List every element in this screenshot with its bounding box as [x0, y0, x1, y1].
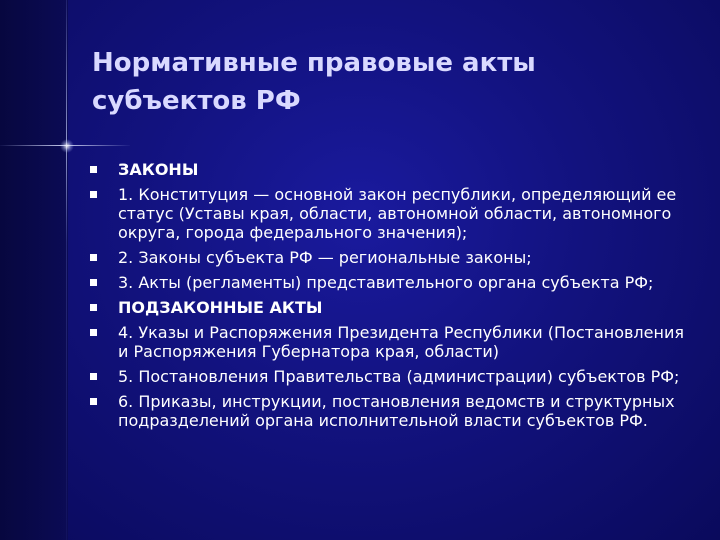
- title-line-2: субъектов РФ: [92, 86, 301, 116]
- square-bullet-icon: [90, 398, 97, 405]
- slide-title: [92, 44, 692, 120]
- list-item-bylaws-heading: [88, 298, 688, 317]
- vertical-decorative-line: [66, 0, 67, 540]
- list-item-text: ПОДЗАКОННЫЕ АКТЫ: [118, 298, 323, 317]
- list-item-text: 2. Законы субъекта РФ — региональные законы;: [118, 248, 532, 267]
- square-bullet-icon: [90, 373, 97, 380]
- list-item-representative-acts: [88, 273, 688, 292]
- list-item-text: 1. Конституция — основной закон республики, определяющий ее статус (Уставы края, области, автономной области, автономного округа, города федерального значения);: [118, 185, 677, 242]
- square-bullet-icon: [90, 166, 97, 173]
- square-bullet-icon: [90, 329, 97, 336]
- list-item-presidential-decrees: [88, 323, 688, 361]
- title-line-1: Нормативные правовые акты: [92, 48, 536, 78]
- bullet-list: [88, 160, 688, 436]
- square-bullet-icon: [90, 254, 97, 261]
- sparkle-icon: [60, 139, 74, 153]
- list-item-orders-instructions: [88, 392, 688, 430]
- list-item-constitution: [88, 185, 688, 242]
- left-decorative-band: [0, 0, 68, 540]
- list-item-text: 4. Указы и Распоряжения Президента Республики (Постановления и Распоряжения Губернатора края, области): [118, 323, 684, 361]
- list-item-text: 5. Постановления Правительства (администрации) субъектов РФ;: [118, 367, 680, 386]
- square-bullet-icon: [90, 191, 97, 198]
- square-bullet-icon: [90, 279, 97, 286]
- list-item-text: 3. Акты (регламенты) представительного органа субъекта РФ;: [118, 273, 654, 292]
- square-bullet-icon: [90, 304, 97, 311]
- list-item-text: 6. Приказы, инструкции, постановления ведомств и структурных подразделений органа исполнительной власти субъектов РФ.: [118, 392, 675, 430]
- list-item-laws-heading: [88, 160, 688, 179]
- list-item-regional-laws: [88, 248, 688, 267]
- list-item-government-resolutions: [88, 367, 688, 386]
- list-item-text: ЗАКОНЫ: [118, 160, 199, 179]
